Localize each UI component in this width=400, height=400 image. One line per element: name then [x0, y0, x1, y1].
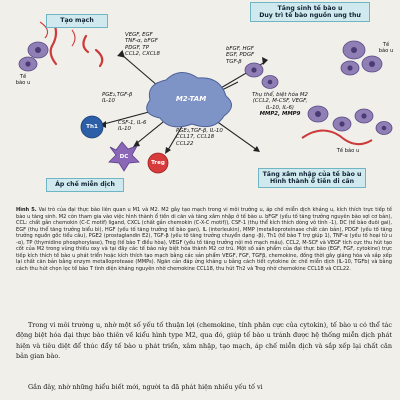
tumor-label-line: bào u: [378, 48, 394, 54]
caption-line: căn bản bằng enzym metalloprotease (MMPs). Ngăn cản đáp ứng kháng u bằng cách tiết cytokine ức chế: [36, 259, 308, 266]
caption-line: điều hòa), VEGF (yếu tố tăng trưởng nội mô mạch máu). CCL2, M-SCF và VEGF tích cực thu hút tạo: [141, 239, 393, 246]
caption-line: miễn dịch (IL-10, TGFb) và bằng cách thu hút chọn lọc tế bào T tình diện kháng nguyên nhờ chemokine: [16, 259, 392, 272]
arrowhead-treg: [165, 147, 171, 154]
immunosuppression-label: Áp chế miễn dịch: [55, 181, 115, 189]
caption-label: Hình 5.: [16, 207, 37, 213]
body-text-line: Gần đây, nhờ những hiểu biết mới, người ta đã phát hiện nhiều yếu tố vi: [28, 383, 263, 391]
factor-line: EGF, PDGF: [226, 52, 255, 59]
angiogenesis-label: Tạo mạch: [60, 17, 94, 25]
factor-line: PGE₂,TGF-β, IL-10: [176, 128, 223, 134]
body-text-line: Trong vi môi trường u, nhờ một số yếu tố thuận lợi (chemokine, tính phân cực của cytokin), tế bào u có thể tác động biệt hóa đại thực bào thiên về kiểu hình type M2, qua đó, giúp tế bào u tránh được hệ thống miễn dịch phát hiện và tiêu diệt để thúc đẩy tế bào u phát triển, xâm nhập, tạo mạch, áp chế miễn dịch và sắp xếp lại chất căn bản gian bào.: [16, 321, 392, 361]
figure-caption: [16, 207, 392, 272]
growth-factors: [226, 46, 254, 65]
angiogenesis-box: [46, 14, 108, 28]
factor-line: (CCL2, M-CSF, VEGF,: [252, 98, 308, 105]
arrowhead-growth: [262, 57, 268, 65]
caption-line: Th1 (tế bào T trợ giúp 1), TNF-α (yếu tố hoại tử u -α), TP (thymidine phosphorylase), Treg (tế bào T: [16, 233, 392, 246]
factor-line: CSF-1, IL-6: [118, 120, 147, 126]
angiogenic-factors: [125, 32, 160, 57]
factor-line: TNF-α, bFGF: [125, 38, 158, 45]
factor-line: CCL2, CXCL8: [125, 50, 160, 57]
factor-line: TGF-β: [226, 58, 242, 65]
caption-line: CCL: chất gắn chemokin (C-C motif) ligand, CXCL (chất gắn chemokin (C-X-C motif)), CSF-1 (thụ thể: [16, 220, 268, 227]
factor-line: IL-10: [118, 126, 131, 133]
factor-line: CCL17, CCL18: [176, 134, 215, 141]
tumor-label-left: [12, 74, 34, 86]
caption-line: mạch bằng các sản phẩm VEGF, FGF, TGFβ, chemokine, đồng thời gây giáng hóa và sắp xếp lại chất: [16, 252, 392, 266]
factor-line: PDGF, TP: [125, 44, 149, 51]
caption-line: kích thích dòng vô tính -1), DC (tế bào đuôi gai), EGF (thụ thể tăng trưởng biểu bì), HGF (yếu tố: [16, 220, 392, 233]
caption-line: tăng trưởng tế bào gan), IL (interleukin), MMP (metalloproteinase chất căn bản), PDGF (yếu tố tăng: [137, 226, 393, 233]
invasion-factors: [252, 92, 308, 117]
caption-line: Vai trò của đại thực bào liên quan u M1 và M2. M2 gây tạo mạch trong vi môi trường u,: [38, 207, 265, 213]
factor-line: PGE₂,TGF-β: [102, 92, 133, 98]
immunosuppression-box: [46, 178, 124, 192]
factor-line: IL-10: [102, 98, 115, 105]
tumor-label-line: Tế bào u: [336, 148, 360, 154]
factor-line: CCL22: [176, 140, 194, 147]
caption-line: của đại thực bào (EGF, FGF, cytokine) trực tiếp kích thích tế bào u phát triển hoặc kích thích tạo: [16, 246, 392, 259]
caption-line: cốt của M2 trong vùng thiếu oxy và tại đây các tế bào này biệt hóa thành M2 cơ trú. Một số sản phẩm: [16, 246, 282, 253]
invasion-box: [258, 168, 366, 188]
invasion-label-1: Tăng xâm nhập của tế bào u: [262, 170, 362, 178]
treg-label: Treg: [151, 160, 165, 166]
caption-line: thành ổ tiền di căn và tăng xâm nhập ở tế bào u. bFGF (yếu tố tăng trưởng nguyên bào sợi cơ bản),: [138, 213, 393, 220]
csf-factors: [118, 120, 146, 133]
factor-line: VEGF, EGF: [125, 32, 153, 38]
treg-factors: [176, 128, 223, 147]
th1-label: Th1: [86, 124, 98, 130]
tumor-label-line: Tế: [19, 74, 27, 80]
dc-label: DC: [119, 154, 129, 160]
growth-label-2: Duy trì tế bào nguồn ung thư: [259, 12, 361, 19]
vessel-3: [96, 50, 102, 66]
tumor-label-bottom: [330, 148, 366, 154]
caption-line: CCL18, thu hút Th2 và Treg nhờ chemokine CCL18 và CCL22.: [196, 265, 351, 272]
factor-line: Thụ thể, biệt hóa M2: [252, 92, 308, 98]
vessel-5: [72, 30, 75, 46]
growth-box: [250, 2, 370, 22]
factor-line: IL-10, IL-6): [265, 104, 295, 111]
arrowhead-invasion: [253, 146, 260, 152]
body-paragraph-1: [16, 320, 392, 362]
tumor-label-right: [375, 42, 397, 54]
pge-factors: [102, 92, 132, 105]
vessel-bottom: [302, 130, 372, 144]
invasion-label-2: Hình thành ổ tiền di căn: [270, 178, 354, 185]
caption-line: trưởng nguồn gốc tiểu cầu), PGE2 (prostaglandin E2), TGF-β (yếu tố tăng trưởng chuyển dạng -β),: [16, 233, 266, 240]
m2-tam-label: M2-TAM: [175, 95, 207, 103]
vessel-1: [51, 26, 56, 64]
tumor-label-line: Tế: [382, 42, 390, 48]
tumor-label-line: bào u: [15, 80, 31, 86]
factor-line: MMP2, MMP9: [259, 110, 301, 117]
body-paragraph-2: [16, 382, 392, 392]
caption-line: áp chế miễn dịch kháng u, kích thích trực tiếp tế bào u tăng sinh. M2 còn tham gia vào việc hình: [16, 207, 392, 220]
factor-line: bFGF, HGF: [226, 46, 254, 52]
growth-label-1: Tăng sinh tế bào u: [277, 4, 343, 12]
vessel-2: [83, 36, 88, 52]
